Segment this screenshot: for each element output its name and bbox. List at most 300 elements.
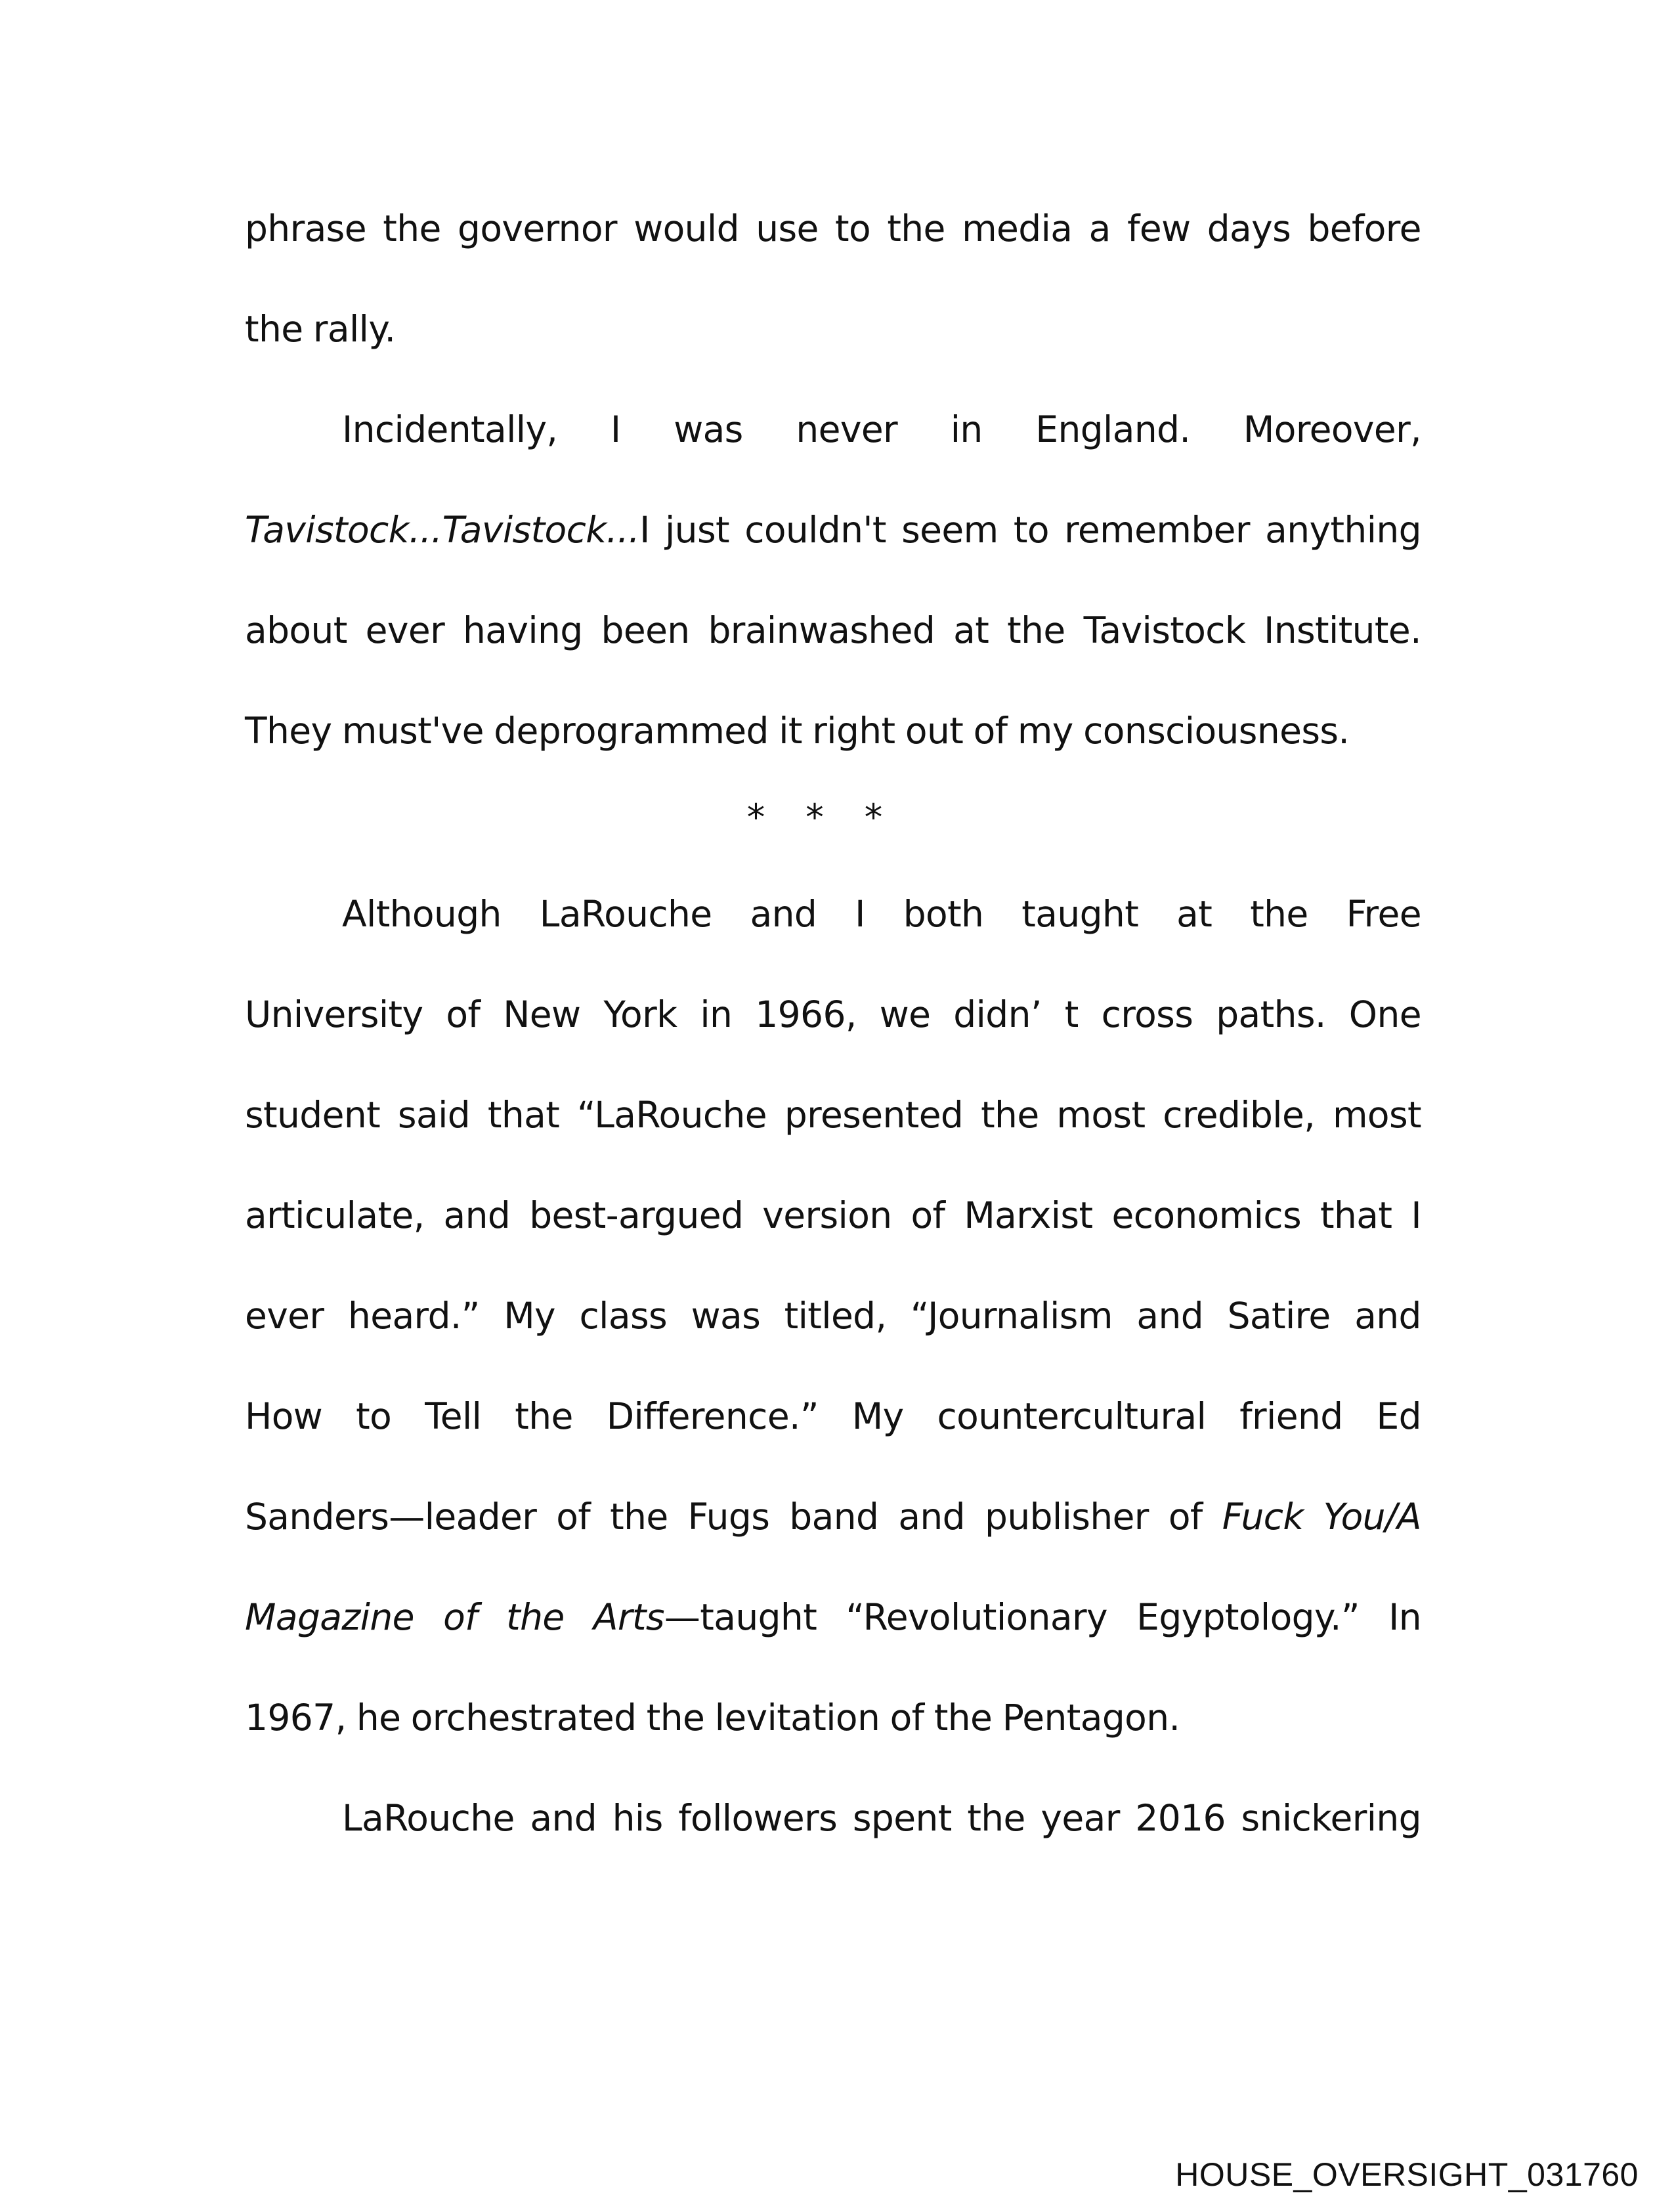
text-run: it (779, 710, 802, 752)
text-run: few (1127, 207, 1191, 249)
text-run: use (756, 207, 819, 249)
word (245, 1065, 380, 1165)
word (1089, 179, 1111, 279)
word (953, 965, 1041, 1065)
text-run: Moreover, (1243, 408, 1421, 450)
word (446, 965, 480, 1065)
word (1163, 1065, 1315, 1165)
text-run: cross (1101, 993, 1193, 1035)
word (1241, 1768, 1421, 1869)
text-run: both (903, 893, 984, 935)
text-run: we (879, 993, 931, 1035)
word (556, 1467, 590, 1567)
text-run: ever (245, 1295, 324, 1337)
text-run: of (556, 1496, 591, 1538)
word (700, 965, 732, 1065)
text-run: couldn't (744, 509, 886, 551)
word (580, 1266, 668, 1366)
text-run: “Revolutionary (846, 1596, 1107, 1638)
word (530, 1768, 597, 1869)
word (953, 580, 989, 681)
section-break-asterisk: * (746, 796, 765, 838)
text-run: countercultural (937, 1395, 1207, 1437)
word (366, 580, 444, 681)
text-run: One (1348, 993, 1421, 1035)
word (846, 1567, 1107, 1668)
italic-text: the (506, 1596, 565, 1638)
text-run: the (1007, 609, 1065, 651)
word (962, 179, 1072, 279)
word (610, 1467, 668, 1567)
text-run: Institute. (1264, 609, 1421, 651)
word (1065, 965, 1079, 1065)
text-run: phrase (245, 207, 366, 249)
text-run: most (1056, 1094, 1146, 1136)
text-run: that (1320, 1194, 1392, 1236)
text-run: his (612, 1797, 663, 1839)
word (934, 1668, 992, 1768)
word (1228, 1266, 1331, 1366)
text-line (245, 965, 1421, 1065)
text-run: was (674, 408, 743, 450)
word (245, 1366, 322, 1467)
word (1265, 480, 1421, 580)
text-run: must've (341, 710, 484, 752)
word (443, 1567, 477, 1668)
word (348, 1266, 480, 1366)
text-run: never (796, 408, 898, 450)
word (1018, 681, 1073, 781)
word (1264, 580, 1421, 681)
text-run: LaRouche (539, 893, 712, 935)
text-run: 1966, (755, 993, 857, 1035)
text-run: spent (852, 1797, 952, 1839)
word (1014, 480, 1049, 580)
text-run: Although (342, 893, 502, 935)
word (458, 179, 617, 279)
text-run: to (835, 207, 871, 249)
word (674, 380, 743, 480)
text-run: the (383, 207, 441, 249)
section-break-asterisk: * (864, 796, 883, 838)
word (796, 380, 897, 480)
text-run: Tell (425, 1395, 482, 1437)
word (1176, 864, 1212, 965)
word (503, 965, 580, 1065)
word (1136, 1567, 1360, 1668)
text-line (245, 1165, 1421, 1266)
word (1007, 580, 1065, 681)
text-run: and (1354, 1295, 1421, 1337)
word (1346, 864, 1421, 965)
text-run: my (1017, 710, 1073, 752)
text-run: Pentagon. (1002, 1697, 1180, 1739)
text-run: the (610, 1496, 668, 1538)
word (1035, 380, 1190, 480)
text-run: to (356, 1395, 392, 1437)
text-run: economics (1111, 1194, 1302, 1236)
word (1083, 681, 1349, 781)
text-run: snickering (1241, 1797, 1421, 1839)
text-run: days (1207, 207, 1291, 249)
word (1239, 1366, 1342, 1467)
word (356, 1366, 391, 1467)
word (853, 1768, 952, 1869)
text-run: Satire (1227, 1295, 1331, 1337)
text-run: having (463, 609, 583, 651)
italic-text: You/A (1323, 1496, 1421, 1538)
word (812, 681, 895, 781)
text-run: deprogrammed (494, 710, 769, 752)
text-run: of (446, 993, 481, 1035)
text-run: Tavistock (1083, 609, 1246, 651)
text-run: and (530, 1797, 597, 1839)
word (1135, 1768, 1226, 1869)
word (1243, 380, 1421, 480)
text-line (245, 580, 1421, 681)
text-run: Ed (1376, 1395, 1421, 1437)
text-run: LaRouche (342, 1797, 515, 1839)
text-run: Marxist (964, 1194, 1093, 1236)
text-run: governor (458, 207, 617, 249)
word (245, 1165, 425, 1266)
word (1216, 965, 1326, 1065)
word (245, 1467, 536, 1567)
text-run: New (503, 993, 581, 1035)
text-run: and (443, 1194, 511, 1236)
text-run: at (1176, 893, 1213, 935)
text-run: They (245, 710, 332, 752)
page-body (245, 179, 1421, 1869)
text-run: best-argued (529, 1194, 744, 1236)
word (852, 1366, 904, 1467)
word (611, 380, 621, 480)
text-run: remember (1064, 509, 1250, 551)
text-run: rally. (312, 308, 396, 350)
word (964, 1165, 1092, 1266)
text-run: How (245, 1395, 323, 1437)
text-run: presented (784, 1094, 964, 1136)
word (633, 179, 739, 279)
word (245, 480, 650, 580)
word (985, 1467, 1149, 1567)
word (756, 179, 819, 279)
text-run: consciousness. (1083, 710, 1350, 752)
word (911, 1165, 945, 1266)
text-line (245, 1467, 1421, 1567)
text-run: seem (901, 509, 998, 551)
word (1307, 179, 1421, 279)
text-run: Incidentally, (342, 408, 558, 450)
word (789, 1467, 878, 1567)
word (342, 681, 484, 781)
word (1021, 864, 1138, 965)
text-run: credible, (1163, 1094, 1316, 1136)
word (342, 380, 557, 480)
word (245, 279, 303, 380)
word (1354, 1266, 1421, 1366)
italic-text: Arts (593, 1596, 664, 1638)
bates-stamp: HOUSE_OVERSIGHT_031760 (1175, 2156, 1639, 2193)
word (494, 681, 769, 781)
word (603, 965, 677, 1065)
word (708, 580, 935, 681)
text-run: the (981, 1094, 1039, 1136)
text-run: articulate, (245, 1194, 425, 1236)
word (342, 864, 502, 965)
text-line (245, 380, 1421, 480)
word (1084, 580, 1246, 681)
word (1002, 1668, 1180, 1768)
word (835, 179, 870, 279)
word (665, 480, 729, 580)
word (901, 480, 998, 580)
word (245, 681, 332, 781)
text-run: My (504, 1295, 556, 1337)
word (593, 1567, 817, 1668)
text-run: I (610, 408, 621, 450)
text-run: followers (678, 1797, 838, 1839)
word (529, 1165, 743, 1266)
text-run: orchestrated (410, 1697, 637, 1739)
text-line (245, 1366, 1421, 1467)
word (1136, 1266, 1203, 1366)
text-run: class (579, 1295, 668, 1337)
word (937, 1366, 1207, 1467)
text-run: friend (1239, 1395, 1343, 1437)
word (1388, 1567, 1421, 1668)
word (356, 1668, 401, 1768)
word (1320, 1165, 1392, 1266)
text-run: student (245, 1094, 381, 1136)
text-run: publisher (985, 1496, 1149, 1538)
text-run: Difference.” (606, 1395, 819, 1437)
text-run: paths. (1216, 993, 1326, 1035)
word (779, 681, 802, 781)
text-run: I (639, 509, 650, 551)
word (444, 1165, 511, 1266)
word (601, 580, 690, 681)
text-run: just (665, 509, 729, 551)
word (755, 965, 856, 1065)
text-run: the (1250, 893, 1308, 935)
word (313, 279, 395, 380)
text-run: 2016 (1135, 1797, 1226, 1839)
text-run: t (1064, 993, 1079, 1035)
word (425, 1366, 481, 1467)
word (974, 681, 1008, 781)
text-run: anything (1265, 509, 1421, 551)
word (880, 965, 931, 1065)
text-run: Free (1346, 893, 1421, 935)
word (784, 1065, 963, 1165)
section-break-asterisk: * (805, 796, 824, 838)
section-break (205, 781, 1421, 864)
text-run: a (1088, 207, 1111, 249)
word (612, 1768, 663, 1869)
text-run: 1967, (245, 1697, 347, 1739)
text-run: of (890, 1697, 924, 1739)
text-run: In (1388, 1596, 1421, 1638)
text-run: been (601, 609, 690, 651)
text-line (245, 1065, 1421, 1165)
word (342, 1768, 515, 1869)
text-run: right (812, 710, 895, 752)
word (1056, 1065, 1145, 1165)
word (784, 1266, 887, 1366)
text-run: in (700, 993, 733, 1035)
word (504, 1266, 555, 1366)
text-run: I (855, 893, 865, 935)
word (890, 1668, 924, 1768)
word (1127, 179, 1190, 279)
word (905, 681, 963, 781)
word (398, 1065, 470, 1165)
text-run: the (887, 207, 945, 249)
text-run: to (1013, 509, 1049, 551)
text-run: version (762, 1194, 892, 1236)
italic-text: Tavistock...Tavistock... (245, 509, 640, 551)
text-run: the (515, 1395, 573, 1437)
word (1111, 1165, 1301, 1266)
text-run: Egyptology.” (1136, 1596, 1360, 1638)
word (715, 1668, 880, 1768)
text-run: the (646, 1697, 705, 1739)
word (887, 179, 945, 279)
text-line (245, 1567, 1421, 1668)
text-run: that (487, 1094, 560, 1136)
word (762, 1165, 891, 1266)
word (1041, 1768, 1119, 1869)
word (744, 480, 886, 580)
word (411, 1668, 637, 1768)
text-run: I (1411, 1194, 1421, 1236)
word (750, 864, 817, 965)
word (577, 1065, 767, 1165)
text-line (245, 1768, 1421, 1869)
text-run: Fugs (687, 1496, 770, 1538)
word (245, 965, 423, 1065)
text-line (245, 279, 1421, 380)
word (691, 1266, 761, 1366)
text-run: of (973, 710, 1008, 752)
word (1376, 1366, 1421, 1467)
word (967, 1768, 1025, 1869)
word (647, 1668, 704, 1768)
word (607, 1366, 819, 1467)
text-run: levitation (714, 1697, 880, 1739)
text-run: he (356, 1697, 401, 1739)
text-run: out (905, 710, 964, 752)
text-run: was (691, 1295, 761, 1337)
text-run: Sanders—leader (245, 1496, 537, 1538)
word (1349, 965, 1421, 1065)
word (1250, 864, 1308, 965)
text-run: University (245, 993, 423, 1035)
text-run: of (1168, 1496, 1203, 1538)
text-run: didn’ (953, 993, 1042, 1035)
word (1102, 965, 1193, 1065)
text-run: England. (1035, 408, 1191, 450)
text-run: about (245, 609, 347, 651)
word (1411, 1165, 1421, 1266)
text-run: media (962, 207, 1073, 249)
text-run: before (1307, 207, 1421, 249)
text-run: —taught (664, 1596, 817, 1638)
text-run: and (1136, 1295, 1204, 1337)
text-run: titled, (784, 1295, 887, 1337)
text-run: in (950, 408, 983, 450)
text-run: and (750, 893, 817, 935)
text-run: “Journalism (910, 1295, 1113, 1337)
text-run: year (1041, 1797, 1120, 1839)
word (678, 1768, 837, 1869)
text-run: at (953, 609, 989, 651)
word (245, 1668, 346, 1768)
text-run: of (911, 1194, 945, 1236)
word (245, 1567, 414, 1668)
word (245, 580, 347, 681)
italic-text: Fuck (1222, 1496, 1304, 1538)
word (540, 864, 712, 965)
text-line (245, 864, 1421, 965)
text-run: the (245, 308, 303, 350)
word (1169, 1467, 1203, 1567)
word (383, 179, 440, 279)
word (1222, 1467, 1304, 1567)
text-run: brainwashed (708, 609, 935, 651)
text-run: My (851, 1395, 904, 1437)
text-run: would (633, 207, 739, 249)
text-run: the (967, 1797, 1025, 1839)
text-run: “LaRouche (577, 1094, 767, 1136)
word (1333, 1065, 1421, 1165)
text-run: the (934, 1697, 993, 1739)
text-line (245, 1266, 1421, 1366)
word (911, 1266, 1113, 1366)
word (245, 179, 366, 279)
text-line (245, 681, 1421, 781)
word (245, 1266, 324, 1366)
word (951, 380, 983, 480)
text-run: most (1332, 1094, 1421, 1136)
text-line (245, 179, 1421, 279)
italic-text: Magazine (245, 1596, 414, 1638)
text-run: band (789, 1496, 879, 1538)
word (463, 580, 583, 681)
text-line (245, 480, 1421, 580)
text-run: ever (365, 609, 445, 651)
word (855, 864, 865, 965)
word (506, 1567, 564, 1668)
italic-text: of (443, 1596, 477, 1638)
word (515, 1366, 572, 1467)
text-line (245, 1668, 1421, 1768)
word (1064, 480, 1250, 580)
word (488, 1065, 559, 1165)
text-run: York (603, 993, 677, 1035)
text-run: and (898, 1496, 965, 1538)
word (1323, 1467, 1421, 1567)
word (688, 1467, 770, 1567)
text-run: said (397, 1094, 471, 1136)
word (898, 1467, 965, 1567)
text-run: heard.” (347, 1295, 480, 1337)
word (903, 864, 984, 965)
word (981, 1065, 1039, 1165)
word (1207, 179, 1291, 279)
text-run: taught (1021, 893, 1139, 935)
